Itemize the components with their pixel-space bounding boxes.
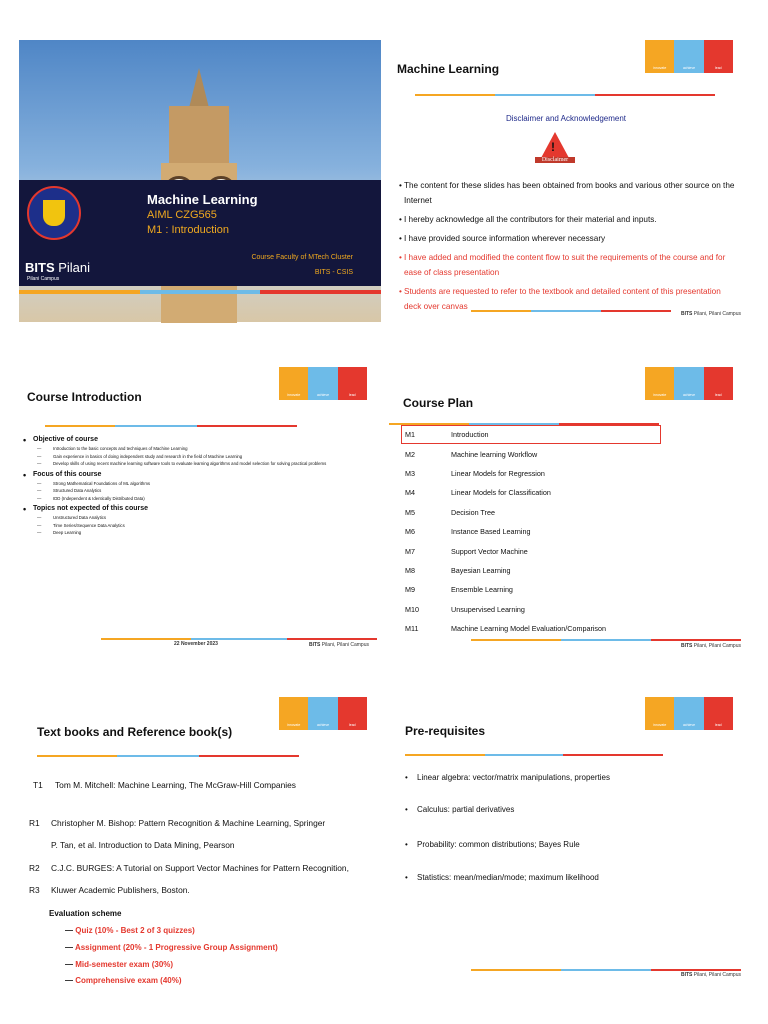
reference-r1: R1 Christopher M. Bishop: Pattern Recognition & Machine Learning, Springer [29, 818, 326, 828]
reference-r2: R2 C.J.C. BURGES: A Tutorial on Support Vector Machines for Pattern Recognition, [29, 863, 349, 873]
table-row: M9 Ensemble Learning [405, 585, 513, 595]
list-item: • I hereby acknowledge all the contributors for their material and inputs. [399, 212, 739, 227]
faculty-text: Course Faculty of MTech Cluster [251, 254, 353, 261]
slide-heading: Text books and Reference book(s) [37, 725, 233, 739]
eval-item: — Assignment (20% - 1 Progressive Group Assignment) [65, 943, 278, 952]
footer-brand: BITS Pilani, Pilani Campus [680, 643, 741, 649]
course-title: Machine Learning [147, 192, 258, 207]
eval-item: — Quiz (10% - Best 2 of 3 quizzes) [65, 926, 195, 935]
table-row: M4 Linear Models for Classification [405, 488, 551, 498]
section-heading: • Objective of course [23, 435, 377, 445]
brand-badge: innovate achieve lead [279, 697, 367, 730]
table-row: M10 Unsupervised Learning [405, 604, 525, 614]
color-stripe [19, 290, 381, 294]
slide-prerequisites [385, 697, 747, 979]
textbook-t1: T1 Tom M. Mitchell: Machine Learning, The McGraw-Hill Companies [33, 780, 296, 790]
table-row: M8 Bayesian Learning [405, 565, 511, 575]
table-row: M2 Machine learning Workflow [405, 449, 538, 459]
prereq-item: • Statistics: mean/median/mode; maximum likelihood [405, 873, 599, 882]
course-objectives [23, 433, 377, 537]
slide-course-plan [385, 367, 747, 649]
title-underline [415, 94, 715, 96]
brand-badge: innovate achieve lead [645, 40, 733, 73]
eval-item: — Comprehensive exam (40%) [65, 976, 182, 985]
list-item: — Deep Learning [23, 529, 377, 537]
course-plan-table [405, 425, 735, 638]
footer-stripe [471, 969, 741, 971]
bits-name: BITS Pilani [25, 260, 91, 275]
brand-badge: innovate achieve lead [645, 367, 733, 400]
slide-heading: Course Introduction [27, 390, 142, 404]
list-item: • The content for these slides has been obtained from books and various other source on the Internet [399, 178, 739, 208]
slide-date: 22 November 2023 [174, 641, 218, 647]
reference-r3: R3 Kluwer Academic Publishers, Boston. [29, 885, 190, 895]
table-row: M6 Instance Based Learning [405, 527, 531, 537]
list-item: — Develop skills of using recent machine learning software tools to evaluate learning algorithms and model selection for solving practical problems [23, 460, 377, 468]
disclaimer-heading: Disclaimer and Acknowledgement [505, 114, 627, 123]
section-heading: • Focus of this course [23, 470, 377, 480]
warning-icon: ! Disclaimer [535, 132, 575, 166]
prereq-item: • Calculus: partial derivatives [405, 805, 514, 814]
list-item: — Introduction to the basic concepts and techniques of Machine Learning [23, 445, 377, 453]
footer-stripe [101, 638, 377, 640]
bits-logo-icon [27, 186, 81, 240]
list-item: • Students are requested to refer to the textbook and detailed content of this presentation deck over canvas [399, 284, 739, 314]
table-row: M7 Support Vector Machine [405, 546, 528, 556]
footer-brand: BITS Pilani, Pilani Campus [680, 972, 741, 978]
list-item: • I have added and modified the content flow to suit the requirements of the course and for ease of class presentation [399, 250, 739, 280]
reference-r1b: P. Tan, et al. Introduction to Data Mining, Pearson [51, 840, 235, 850]
eval-item: — Mid-semester exam (30%) [65, 960, 174, 969]
brand-badge: innovate achieve lead [645, 697, 733, 730]
footer-stripe [471, 639, 741, 641]
footer-brand: BITS Pilani, Pilani Campus [680, 311, 741, 317]
module-name: M1 : Introduction [147, 224, 229, 236]
slide-course-intro [19, 367, 381, 649]
title-underline [37, 755, 299, 757]
list-item: — Gain experience in basics of doing independent study and research in the field of Machine Learning [23, 453, 377, 461]
prereq-item: • Linear algebra: vector/matrix manipulations, properties [405, 773, 610, 782]
slide-disclaimer [385, 40, 747, 322]
list-item: — Structured Data Analytics [23, 487, 377, 495]
table-row: M5 Decision Tree [405, 507, 495, 517]
section-heading: • Topics not expected of this course [23, 504, 377, 514]
evaluation-heading: Evaluation scheme [49, 909, 122, 918]
brand-badge: innovate achieve lead [279, 367, 367, 400]
highlight-box [401, 425, 661, 444]
table-row: M11 Machine Learning Model Evaluation/Comparison [405, 624, 607, 634]
table-row: M1 Introduction [405, 430, 489, 440]
title-underline [45, 425, 297, 427]
bits-campus: Pilani Campus [27, 276, 60, 282]
list-item: — Time Series/Sequence Data Analytics [23, 522, 377, 530]
course-code: AIML CZG565 [147, 209, 217, 221]
slide-heading: Machine Learning [397, 62, 500, 76]
table-row: M3 Linear Models for Regression [405, 468, 545, 478]
slide-heading: Course Plan [403, 396, 474, 410]
footer-stripe [471, 310, 671, 312]
department-text: BITS - CSIS [314, 269, 353, 276]
list-item: — IDD (Independent & Identically Distributed Data) [23, 495, 377, 503]
list-item: • I have provided source information wherever necessary [399, 231, 739, 246]
prereq-item: • Probability: common distributions; Bayes Rule [405, 840, 580, 849]
footer-brand: BITS Pilani, Pilani Campus [308, 642, 369, 648]
slide-title [19, 40, 381, 322]
title-underline [405, 754, 663, 756]
slide-textbooks [19, 697, 381, 985]
list-item: — Unstructured Data Analytics [23, 514, 377, 522]
list-item: — Strong Mathematical Foundations of ML algorithms [23, 480, 377, 488]
slide-heading: Pre-requisites [405, 724, 486, 738]
disclaimer-list [399, 178, 739, 314]
